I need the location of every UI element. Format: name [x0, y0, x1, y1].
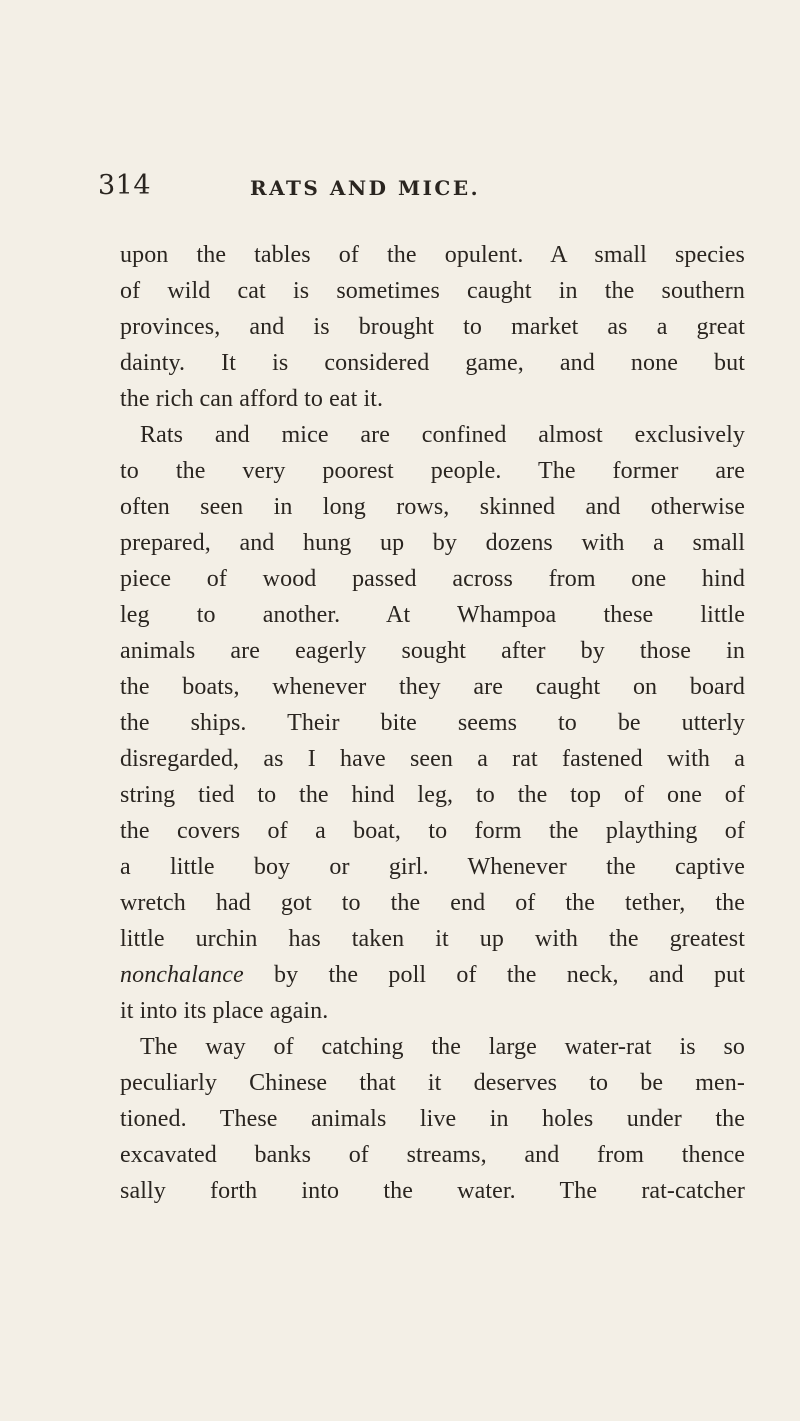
text-line: it into its place again. [120, 998, 329, 1024]
paragraph-start-line: The way of catching the large water-rat is so [140, 1034, 745, 1060]
text-line: the ships. Their bite seems to be utterly [120, 710, 745, 736]
text-line: of wild cat is sometimes caught in the southern [120, 278, 745, 304]
text-line: often seen in long rows, skinned and otherwise [120, 494, 745, 520]
body-text [120, 237, 745, 1209]
text-line: animals are eagerly sought after by those in [120, 638, 745, 664]
text-line: peculiarly Chinese that it deserves to be men- [120, 1070, 745, 1096]
italic-word: nonchalance [120, 962, 244, 988]
text-line: excavated banks of streams, and from thence [120, 1142, 745, 1168]
text-line: the covers of a boat, to form the plaything of [120, 818, 745, 844]
text-line: wretch had got to the end of the tether, the [120, 890, 745, 916]
text-line-rest: by the poll of the neck, and put [274, 962, 745, 988]
text-line: prepared, and hung up by dozens with a small [120, 530, 745, 556]
text-line: a little boy or girl. Whenever the captive [120, 854, 745, 880]
text-line: the rich can afford to eat it. [120, 386, 384, 412]
page-number: 314 [98, 170, 152, 201]
text-line: to the very poorest people. The former are [120, 458, 745, 484]
text-line: tioned. These animals live in holes under the [120, 1106, 745, 1132]
text-line: string tied to the hind leg, to the top of one of [120, 782, 745, 808]
text-line-with-italic [120, 957, 745, 993]
text-line: little urchin has taken it up with the greatest [120, 926, 745, 952]
text-line: sally forth into the water. The rat-catcher [120, 1178, 745, 1204]
text-line: disregarded, as I have seen a rat fastened with a [120, 746, 745, 772]
running-head [0, 170, 800, 206]
text-line: leg to another. At Whampoa these little [120, 602, 745, 628]
text-line: upon the tables of the opulent. A small species [120, 242, 745, 268]
text-line: the boats, whenever they are caught on board [120, 674, 745, 700]
text-line: piece of wood passed across from one hind [120, 566, 745, 592]
text-line: dainty. It is considered game, and none but [120, 350, 745, 376]
text-line: provinces, and is brought to market as a great [120, 314, 745, 340]
paragraph-start-line: Rats and mice are confined almost exclusively [140, 422, 745, 448]
running-title: RATS AND MICE. [250, 176, 481, 200]
